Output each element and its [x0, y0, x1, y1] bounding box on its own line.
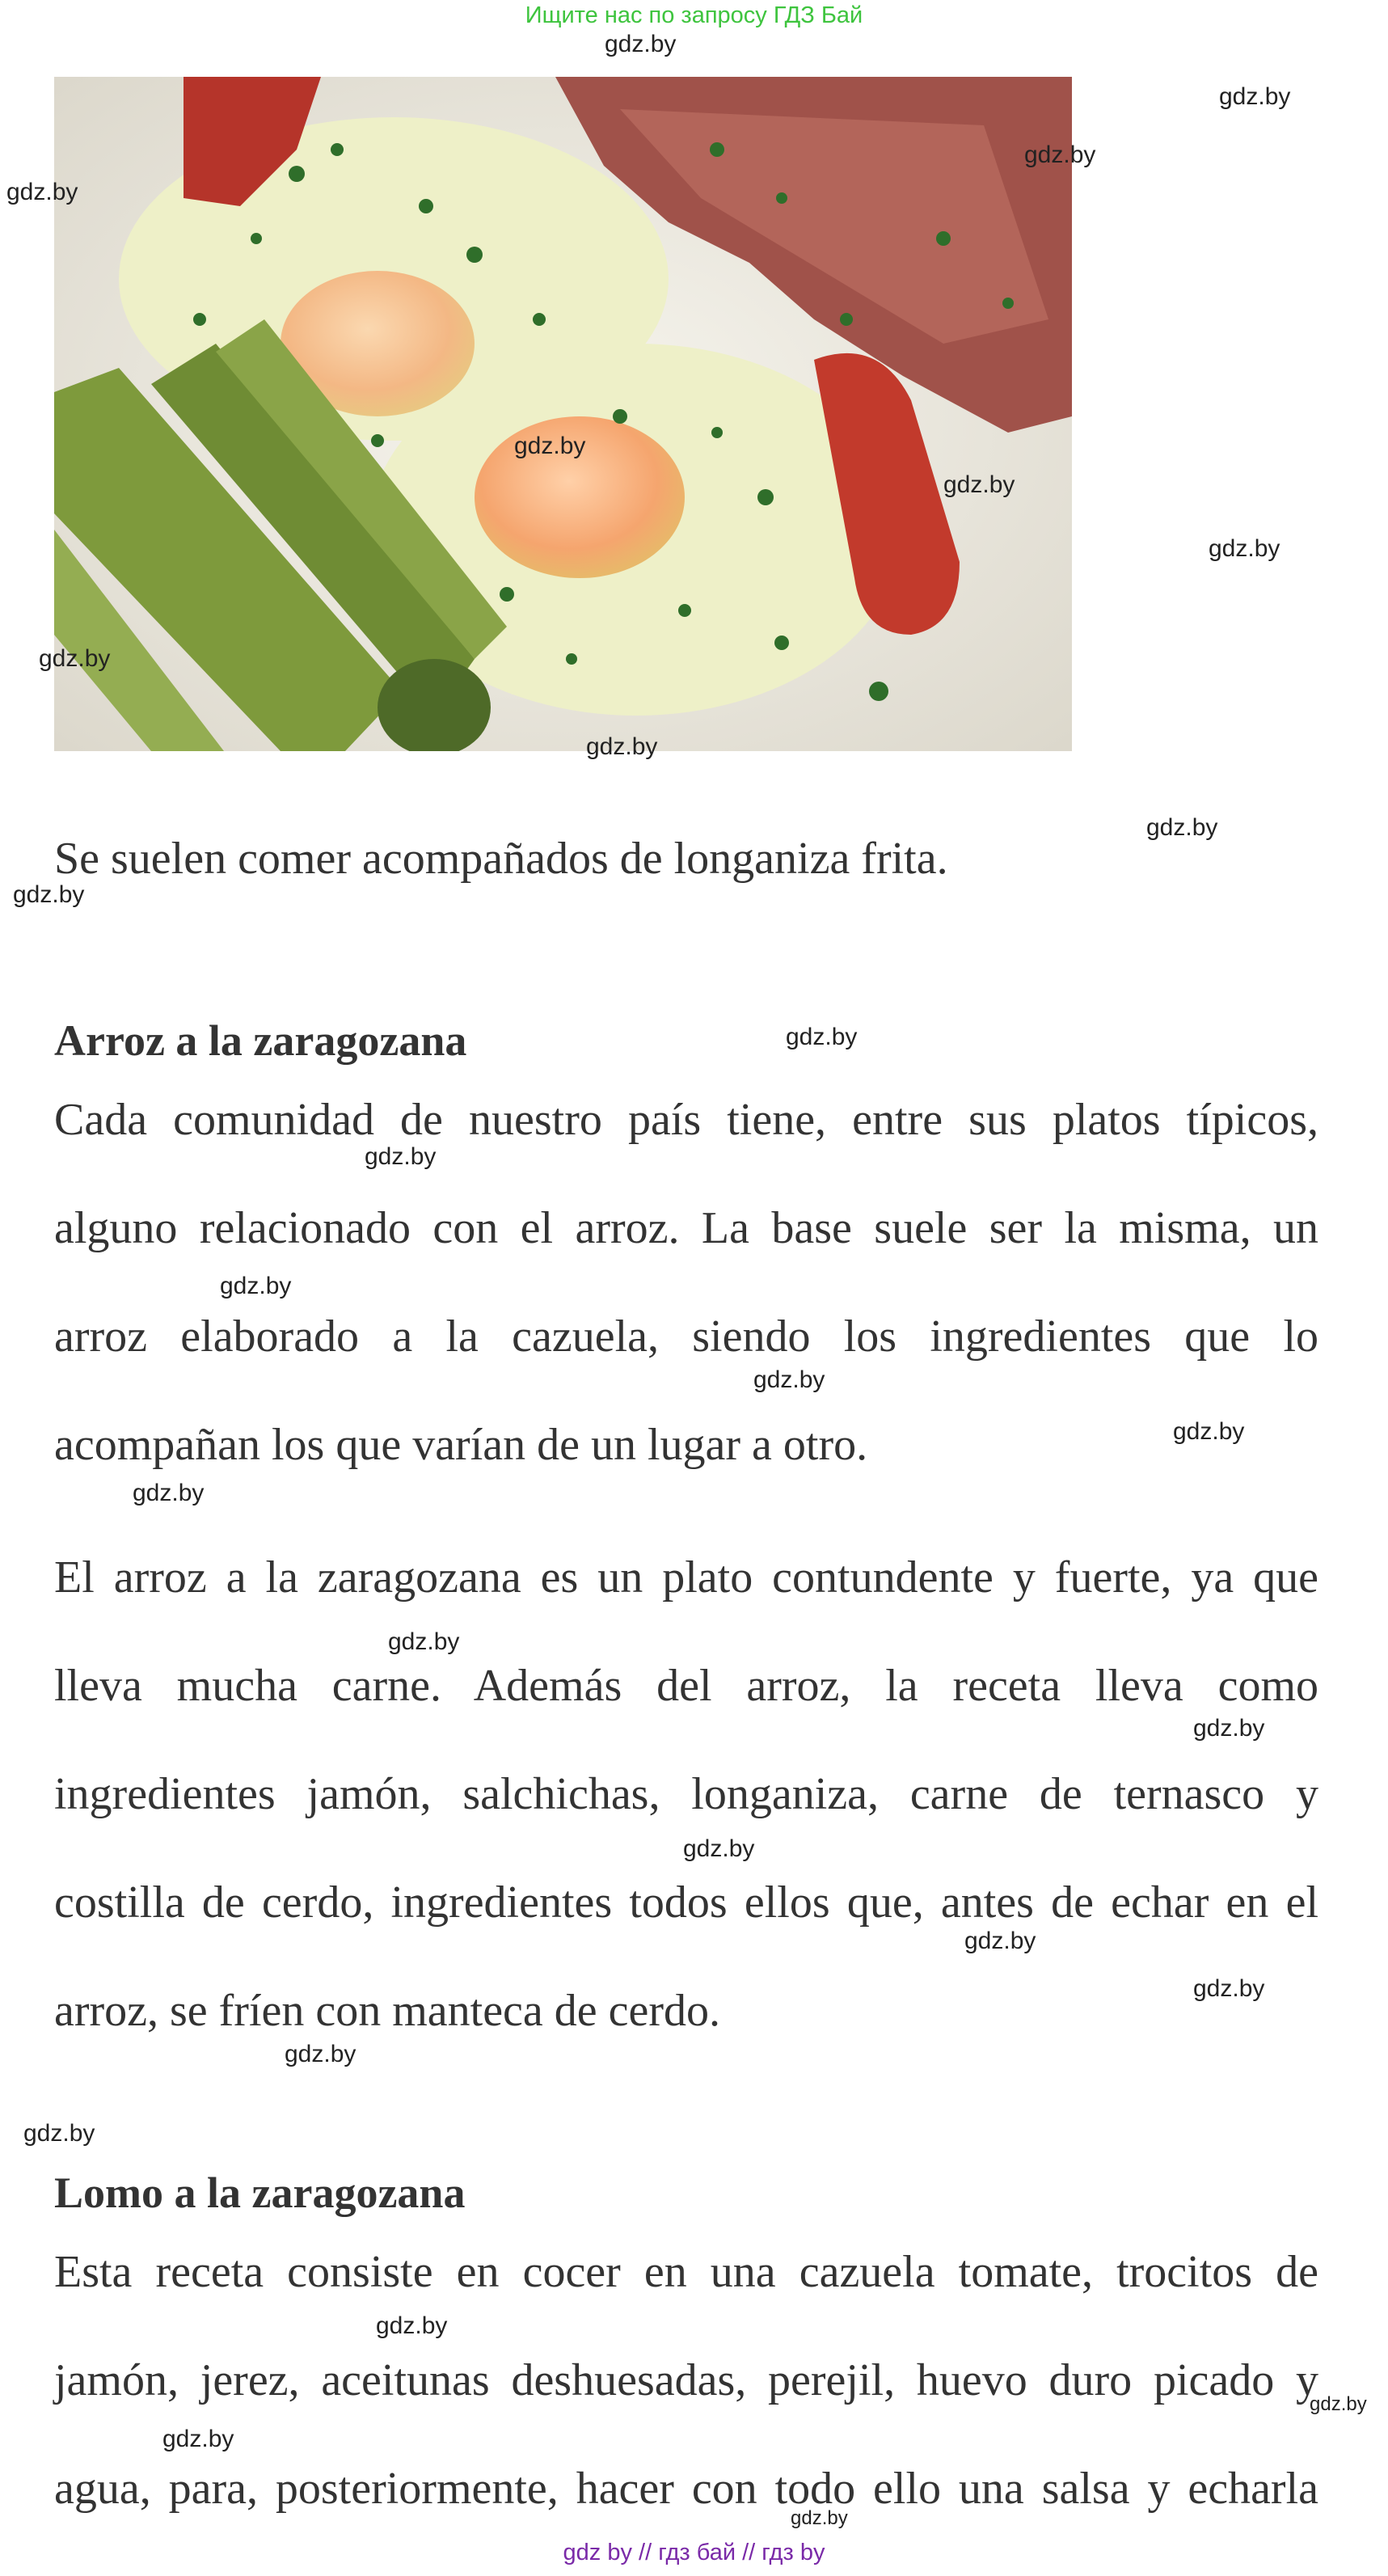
watermark: gdz.by — [964, 1928, 1036, 1954]
section-title-arroz: Arroz a la zaragozana — [54, 1016, 467, 1065]
watermark: gdz.by — [605, 31, 677, 57]
watermark: gdz.by — [1219, 83, 1291, 110]
paragraph-line: arroz, se fríen con manteca de cerdo. — [54, 1986, 720, 2036]
watermark: gdz.by — [1193, 1715, 1265, 1742]
paragraph-line: costilla de cerdo, ingredientes todos ellos que, antes de echar en el — [54, 1877, 1318, 1928]
watermark: gdz.by — [23, 2120, 95, 2147]
paragraph-line: Cada comunidad de nuestro país tiene, entre sus platos típicos, — [54, 1095, 1318, 1145]
paragraph-line: ingredientes jamón, salchichas, longaniza, carne de ternasco y — [54, 1769, 1318, 1819]
watermark: gdz.by — [162, 2426, 234, 2452]
watermark: gdz.by — [514, 433, 586, 459]
paragraph-line: agua, para, posteriormente, hacer con todo ello una salsa y echarla — [54, 2464, 1318, 2514]
watermark: gdz.by — [683, 1835, 755, 1862]
watermark: gdz.by — [1173, 1418, 1245, 1445]
section-title-lomo: Lomo a la zaragozana — [54, 2168, 466, 2217]
watermark: gdz.by — [388, 1628, 460, 1655]
bottom-banner: gdz by // гдз бай // гдз by — [563, 2540, 825, 2565]
watermark: gdz.by — [753, 1366, 825, 1393]
food-photo — [54, 77, 1072, 751]
watermark: gdz.by — [365, 1143, 437, 1170]
watermark: gdz.by — [786, 1024, 858, 1050]
watermark: gdz.by — [133, 1480, 205, 1506]
watermark: gdz.by — [6, 179, 78, 205]
watermark: gdz.by — [39, 645, 111, 672]
paragraph-line: El arroz a la zaragozana es un plato contundente y fuerte, ya que — [54, 1552, 1318, 1603]
watermark: gdz.by — [285, 2041, 356, 2067]
watermark: gdz.by — [1193, 1975, 1265, 2002]
paragraph-line: arroz elaborado a la cazuela, siendo los ingredientes que lo — [54, 1311, 1318, 1362]
watermark: gdz.by — [1024, 141, 1096, 168]
watermark: gdz.by — [1310, 2393, 1367, 2415]
food-photo-illustration — [54, 77, 1072, 751]
paragraph-line: Esta receta consiste en cocer en una cazuela tomate, trocitos de — [54, 2247, 1318, 2297]
paragraph-line: lleva mucha carne. Además del arroz, la receta lleva como — [54, 1661, 1318, 1711]
photo-caption: Se suelen comer acompañados de longaniza frita. — [54, 834, 948, 884]
watermark: gdz.by — [1209, 535, 1280, 562]
watermark: gdz.by — [791, 2507, 848, 2529]
top-banner: Ищите нас по запросу ГДЗ Бай — [525, 2, 863, 28]
watermark: gdz.by — [943, 471, 1015, 498]
watermark: gdz.by — [376, 2312, 448, 2339]
paragraph-line: alguno relacionado con el arroz. La base suele ser la misma, un — [54, 1203, 1318, 1253]
watermark: gdz.by — [1146, 814, 1218, 841]
paragraph-line: jamón, jerez, aceitunas deshuesadas, perejil, huevo duro picado y — [54, 2355, 1318, 2405]
watermark: gdz.by — [220, 1273, 292, 1299]
paragraph-line: acompañan los que varían de un lugar a otro. — [54, 1420, 868, 1470]
watermark: gdz.by — [13, 881, 85, 908]
watermark: gdz.by — [586, 733, 658, 760]
